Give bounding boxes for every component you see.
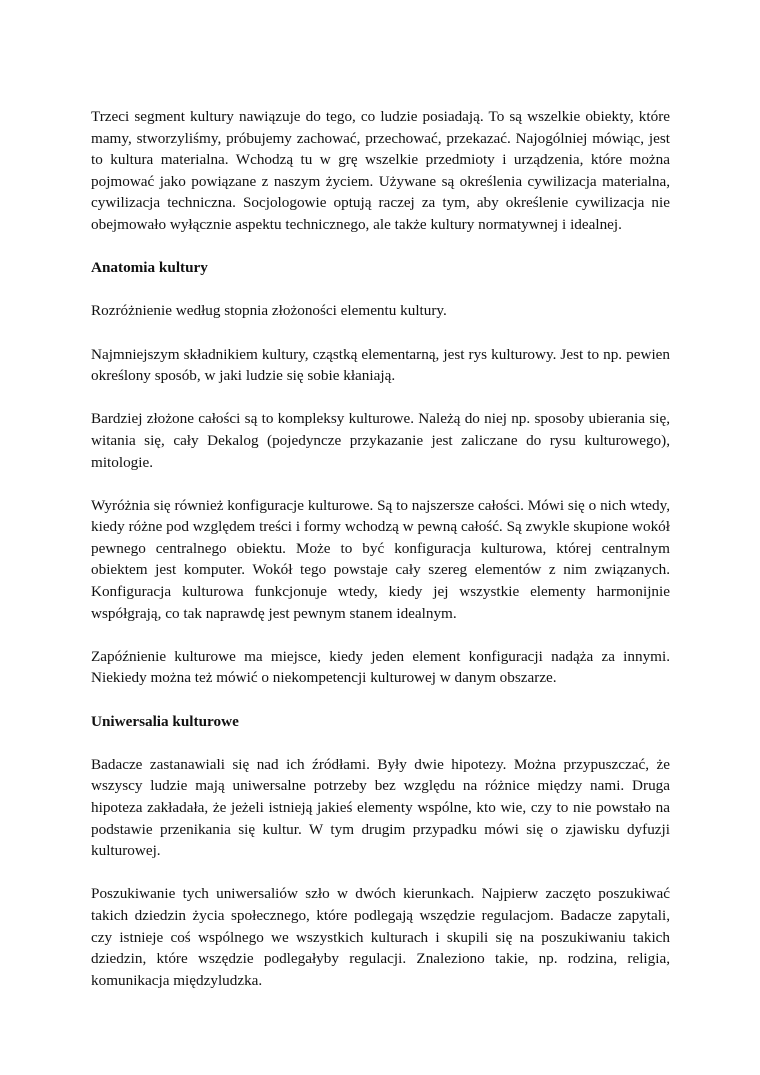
document-page [91, 106, 670, 1013]
paragraph-cultural-complexes: Bardziej złożone całości są to kompleksy kulturowe. Należą do niej np. sposoby ubierania się, witania się, cały Dekalog (pojedyncze przykazanie jest zaliczane do rysu kulturowego), mitologie. [91, 410, 670, 471]
paragraph-cultural-configurations: Wyróżnia się również konfiguracje kulturowe. Są to najszersze całości. Mówi się o nich wtedy, kiedy różne pod względem treści i formy wchodzą w pewną całość. Są zwykle skupione wokół pewnego centralnego obiektu. Może to być konfiguracja kulturowa, której centralnym obiektem jest komputer. Wokół tego powstaje cały szereg elementów z nim związanych. Konfiguracja kulturowa funkcjonuje wtedy, kiedy jej wszystkie elementy harmonijnie współgrają, co tak naprawdę jest pewnym stanem idealnym. [91, 496, 670, 622]
paragraph-complexity-distinction: Rozróżnienie według stopnia złożoności elementu kultury. [91, 302, 447, 320]
paragraph-cultural-trait: Najmniejszym składnikiem kultury, cząstką elementarną, jest rys kulturowy. Jest to np. pewien określony sposób, w jaki ludzie się sobie kłaniają. [91, 345, 670, 385]
paragraph-universals-search: Poszukiwanie tych uniwersaliów szło w dwóch kierunkach. Najpierw zaczęto poszukiwać takich dziedzin życia społecznego, które podlegają wszędzie regulacjom. Badacze zapytali, czy istnieje coś wspólnego we wszystkich kulturach i skupili się na poszukiwaniu takich dziedzin, które wszędzie podlegałyby regulacji. Znaleziono takie, np. rodzina, religia, komunikacja międzyludzka. [91, 885, 670, 989]
paragraph-universals-hypotheses: Badacze zastanawiali się nad ich źródłami. Były dwie hipotezy. Można przypuszczać, że wszyscy ludzie mają uniwersalne potrzeby bez względu na różnice między nami. Druga hipoteza zakładała, że jeżeli istnieją jakieś elementy wspólne, kto wie, czy to nie powstało na podstawie przenikania się kultur. W tym drugim przypadku mówi się o zjawisku dyfuzji kulturowej. [91, 755, 670, 860]
heading-uniwersalia-kulturowe: Uniwersalia kulturowe [91, 712, 239, 730]
paragraph-cultural-lag: Zapóźnienie kulturowe ma miejsce, kiedy jeden element konfiguracji nadąża za innymi. Niekiedy można też mówić o niekompetencji kulturowej w danym obszarze. [91, 647, 670, 687]
paragraph-material-culture: Trzeci segment kultury nawiązuje do tego, co ludzie posiadają. To są wszelkie obiekty, które mamy, stworzyliśmy, próbujemy zachować, przechować, przekazać. Najogólniej mówiąc, jest to kultura materialna. Wchodzą tu w grę wszelkie przedmioty i urządzenia, które można pojmować jako powiązane z naszym życiem. Używane są określenia cywilizacja materialna, cywilizacja techniczna. Socjologowie optują raczej za tym, aby określenie cywilizacja nie obejmowało wyłącznie aspektu technicznego, ale także kultury normatywnej i idealnej. [91, 108, 670, 233]
heading-anatomia-kultury: Anatomia kultury [91, 259, 208, 277]
